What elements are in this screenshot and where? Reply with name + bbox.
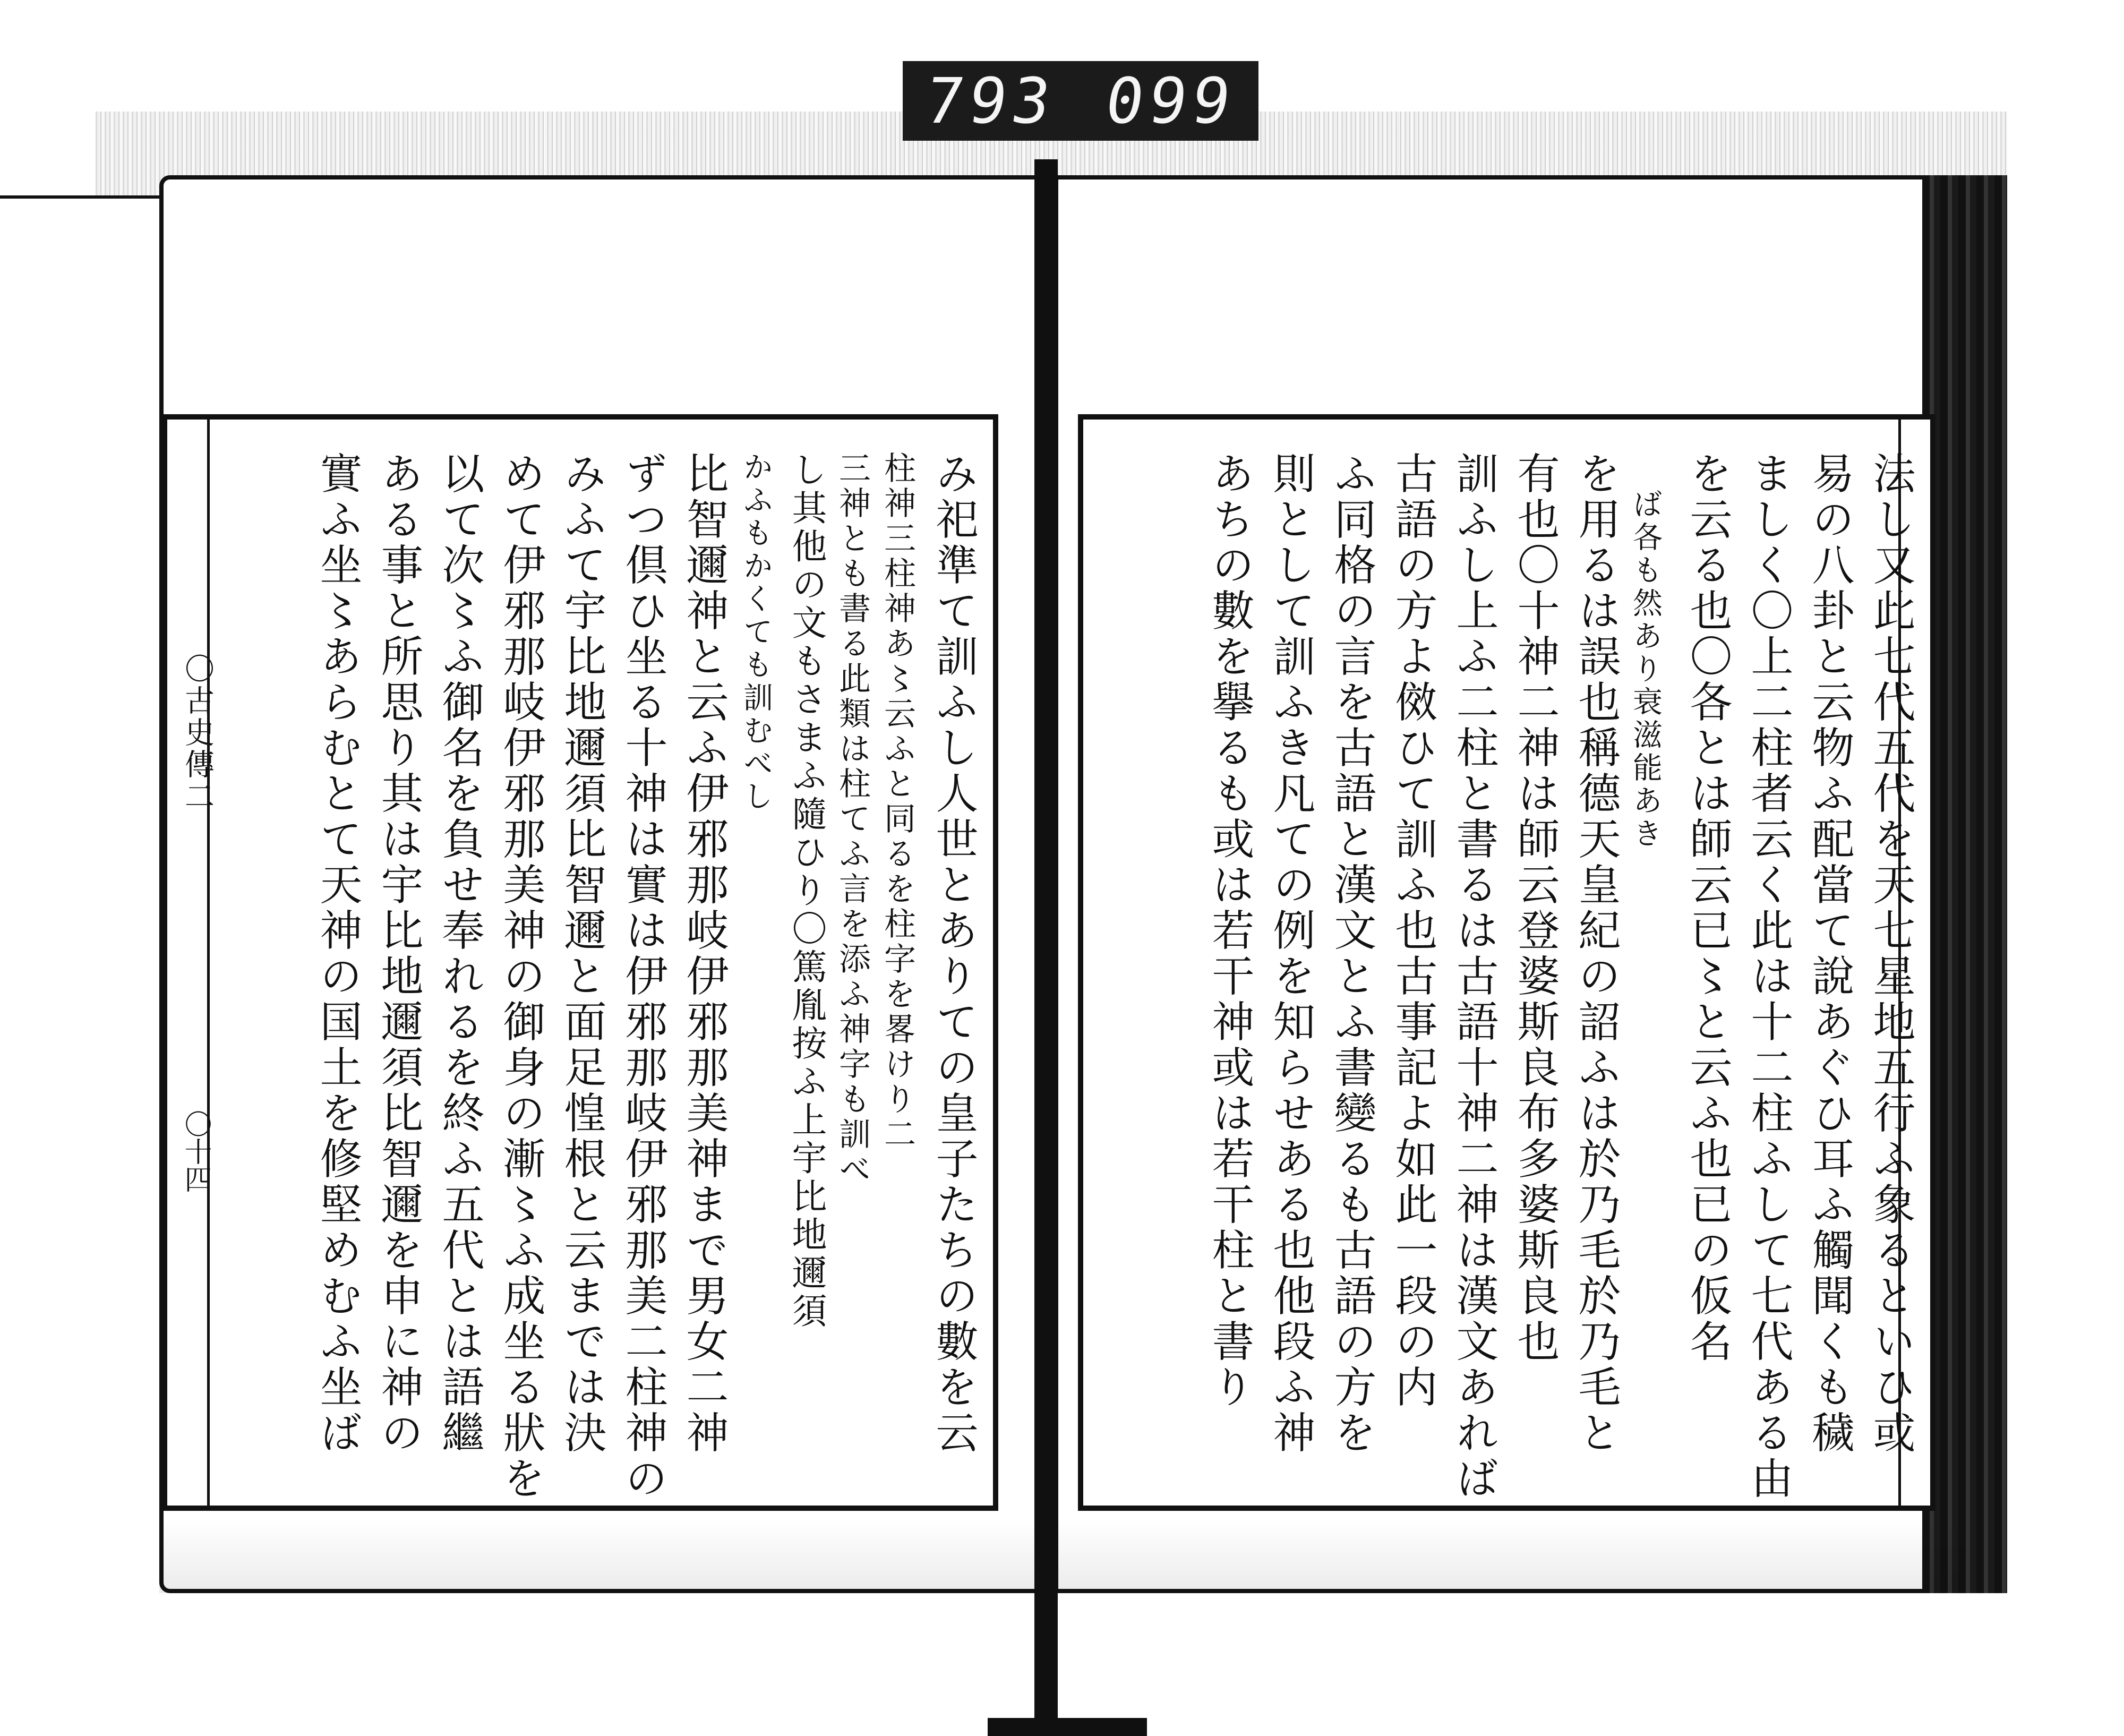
text-column: めて伊邪那岐伊邪那美神の御身の漸〻ふ成坐る狀を: [496, 451, 545, 1502]
text-column: 實ふ坐〻あらむとて天神の国土を修堅めむふ坐ば: [313, 451, 362, 1456]
text-column: ずつ倶ひ坐る十神は實は伊邪那岐伊邪那美二柱神の: [618, 451, 667, 1502]
page-number: 〇十四: [179, 1110, 211, 1193]
annotation-column: ば各も然あり衰滋能あき: [1628, 489, 1663, 851]
text-column: し其他の文もさまふ隨ひり〇篤胤按ふ上宇比地邇須: [786, 451, 827, 1331]
annotation-column: かふもかくても訓むべし: [739, 451, 773, 814]
annotation-column: 三神とも書る此類は柱てふ言を添ふ神字も訓べ: [834, 451, 871, 1187]
running-title: 〇古史傳二: [180, 653, 215, 813]
scan-edge-line: [0, 195, 159, 199]
left-page-text-frame: [162, 414, 998, 1511]
right-page-text-frame: [1078, 414, 1935, 1511]
text-column: ある事と所思り其は宇比地邇須比智邇を申に神の: [374, 451, 423, 1456]
book-spine-gutter: [1034, 159, 1058, 1731]
annotation-column: 柱神三柱神あ〻云ふと同るを柱字を畧けり二: [879, 451, 916, 1152]
text-column: 有也〇十神二神は師云登婆斯良布多婆斯良也: [1510, 451, 1560, 1365]
left-page-margin-rule: [207, 420, 210, 1506]
film-frame-counter: [903, 61, 1258, 141]
text-column: 則として訓ふき凡ての例を知らせある也他段ふ神: [1266, 451, 1315, 1456]
page-shadow: [159, 1519, 1965, 1593]
text-column: 比智邇神と云ふ伊邪那岐伊邪那美神まで男女二神: [679, 451, 729, 1456]
counter-left: 793: [921, 64, 1060, 138]
text-column: 法し又此七代五代を天七星地五行ふ象るといひ或: [1866, 451, 1915, 1456]
book-spine-foot: [988, 1718, 1147, 1736]
text-column: 古語の方よ傚ひて訓ふ也古事記よ如此一段の内: [1388, 451, 1437, 1410]
text-column: あちの數を擧るも或は若干神或は若干柱と書り: [1205, 451, 1254, 1410]
text-column: ましく〇上二柱者云く此は十二柱ふして七代ある由: [1744, 451, 1793, 1502]
text-column: を用るは誤也稱德天皇紀の詔ふは於乃毛於乃毛と: [1571, 451, 1621, 1456]
counter-right: 099: [1101, 64, 1240, 138]
text-column: 訓ふし上ふ二柱と書るは古語十神二神は漢文あれば: [1449, 451, 1498, 1502]
text-column: 易の八卦と云物ふ配當て說あぐひ耳ふ觸聞くも穢: [1805, 451, 1854, 1456]
text-column: み祀準て訓ふし人世とありての皇子たちの數を云: [929, 451, 978, 1456]
text-column: ふ同格の言を古語と漢文とふ書變るも古語の方を: [1327, 451, 1376, 1456]
text-column: を云る也〇各とは師云已〻と云ふ也已の仮名: [1683, 451, 1732, 1365]
text-column: みふて宇比地邇須比智邇と面足惶根と云までは決: [557, 451, 606, 1456]
text-column: 以て次〻ふ御名を負せ奉れるを終ふ五代とは語繼: [435, 451, 484, 1456]
